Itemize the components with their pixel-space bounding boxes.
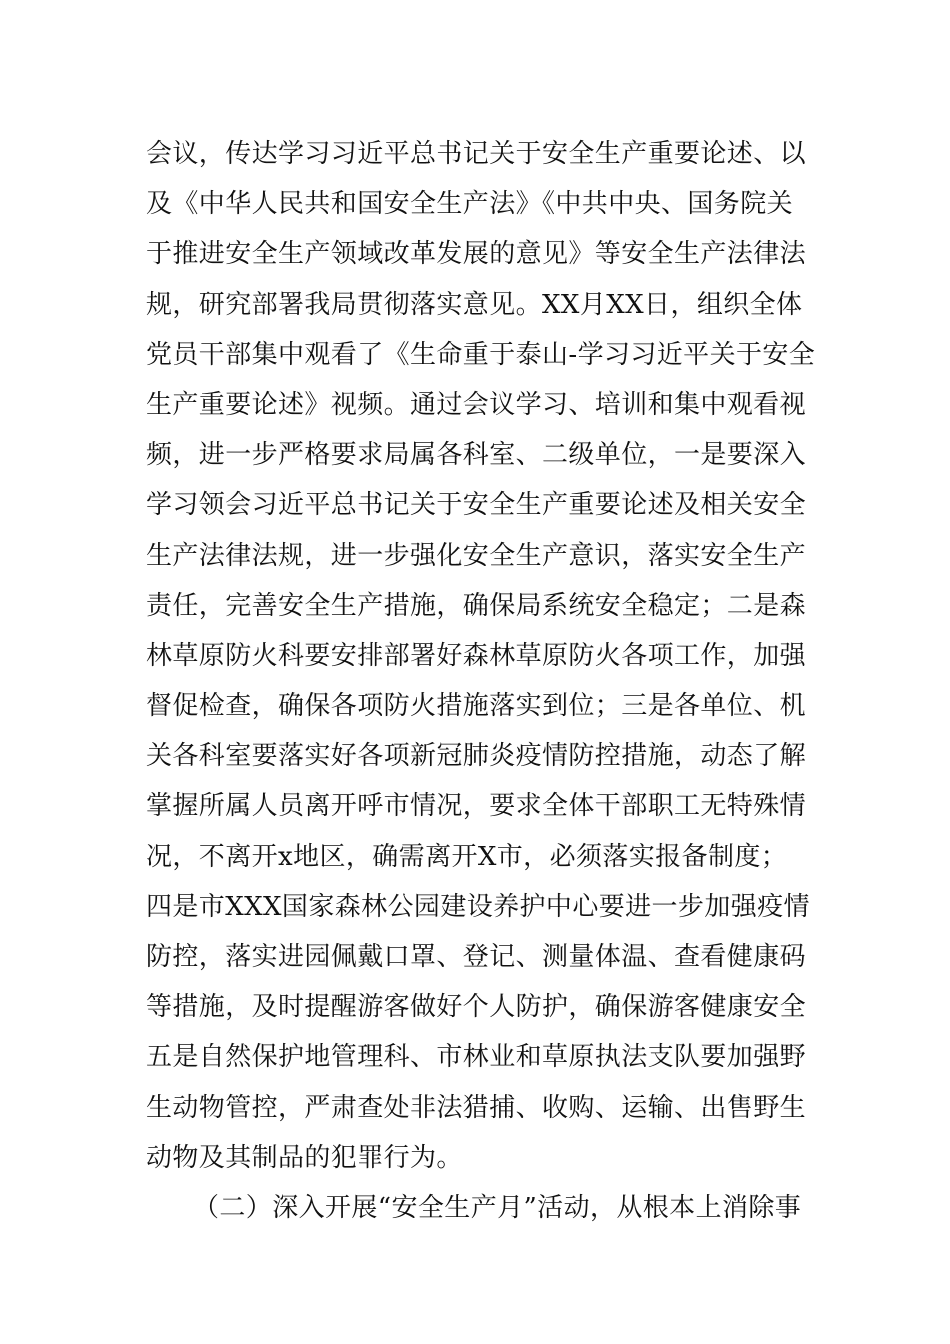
text-line-8: 学习领会习近平总书记关于安全生产重要论述及相关安全 (146, 490, 807, 521)
text-line-19: 五是自然保护地管理科、市林业和草原执法支队要加强野 (146, 1042, 807, 1073)
text-line-3: 于推进安全生产领域改革发展的意见》等安全生产法律法 (146, 239, 807, 270)
text-line-2: 及《中华人民共和国安全生产法》《中共中央、国务院关 (146, 189, 794, 220)
text-line-5: 党员干部集中观看了《生命重于泰山-学习习近平关于安全 (146, 339, 816, 370)
body-text (146, 129, 826, 1233)
text-line-1: 会议，传达学习习近平总书记关于安全生产重要论述、以 (146, 139, 807, 169)
text-line-10: 责任，完善安全生产措施，确保局系统安全稳定；二是森 (146, 590, 807, 621)
text-line-4: 规，研究部署我局贯彻落实意见。XX月XX日，组织全体 (146, 289, 803, 320)
text-line-6: 生产重要论述》视频。通过会议学习、培训和集中观看视 (146, 389, 807, 420)
text-line-12: 督促检查，确保各项防火措施落实到位；三是各单位、机 (146, 691, 807, 722)
text-line-11: 林草原防火科要安排部署好森林草原防火各项工作，加强 (146, 640, 807, 671)
text-line-14: 掌握所属人员离开呼市情况，要求全体干部职工无特殊情 (146, 791, 807, 822)
text-line-9: 生产法律法规，进一步强化安全生产意识，落实安全生产 (146, 540, 807, 571)
text-line-15: 况，不离开x地区，确需离开X市，必须落实报备制度； (146, 841, 788, 872)
text-line-7: 频，进一步严格要求局属各科室、二级单位，一是要深入 (146, 440, 807, 471)
text-line-21: 动物及其制品的犯罪行为。 (146, 1142, 463, 1173)
text-line-20: 生动物管控，严肃查处非法猎捕、收购、运输、出售野生 (146, 1092, 807, 1123)
section-heading: （二）深入开展“安全生产月”活动，从根本上消除事 (193, 1192, 802, 1223)
text-line-13: 关各科室要落实好各项新冠肺炎疫情防控措施，动态了解 (146, 741, 807, 772)
text-line-16: 四是市XXX国家森林公园建设养护中心要进一步加强疫情 (146, 891, 810, 922)
text-line-17: 防控，落实进园佩戴口罩、登记、测量体温、查看健康码 (146, 942, 807, 972)
text-line-18: 等措施，及时提醒游客做好个人防护，确保游客健康安全 (146, 992, 807, 1023)
